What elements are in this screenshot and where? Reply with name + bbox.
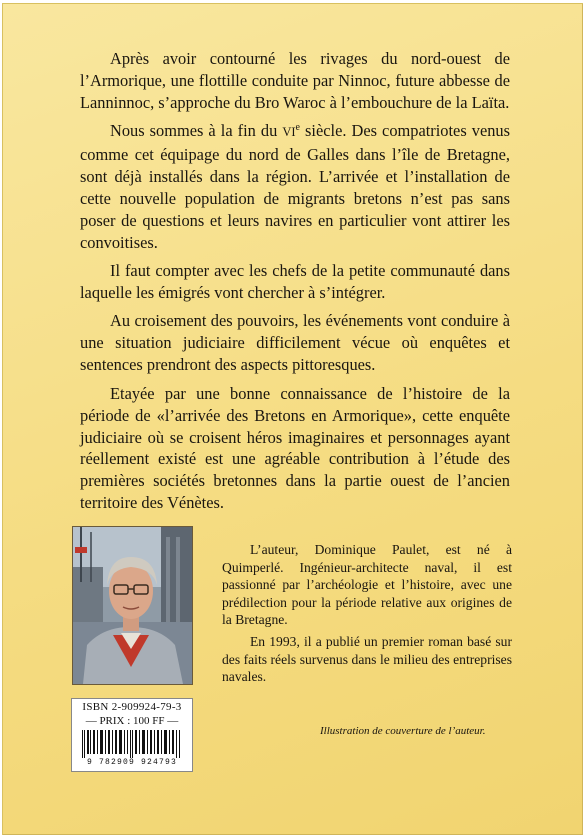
isbn-label [71, 698, 193, 772]
barcode-digits: 9 782909 924793 [86, 758, 177, 767]
blurb-paragraph-2-start: Nous sommes à la fin du [110, 121, 283, 141]
bio-paragraph-1: L’auteur, Dominique Paulet, est né à Quimperlé. Ingénieur-architecte naval, il est passionné par l’archéologie et l’histoire, avec une prédilection pour la période relative aux origines de la Bretagne. [222, 542, 512, 628]
illustration-credit: Illustration de couverture de l’auteur. [320, 725, 486, 737]
blurb-paragraph-3: Il faut compter avec les chefs de la petite communauté dans laquelle les émigrés vont chercher à s’intégrer. [80, 261, 510, 303]
isbn-number: ISBN 2-909924-79-3 [82, 701, 182, 713]
blurb-text [80, 48, 510, 521]
blurb-paragraph-4: Au croisement des pouvoirs, les événements vont conduire à une situation judiciaire difficilement vécue où enquêtes et sentences prendront des aspects pittoresques. [80, 311, 510, 375]
century-numeral: VI [282, 125, 296, 140]
century-superscript: e [295, 122, 300, 134]
blurb-paragraph-2-end: siècle. Des compatriotes venus comme cet équipage du nord de Galles dans l’île de Bretagne, sont déjà installés dans la région. L’arrivée et l’installation de cette nouvelle population de migrants bretons n’est pas sans poser de questions et leurs navires en particulier vont attirer les convoitises. [80, 121, 510, 252]
author-bio [222, 541, 512, 690]
blurb-paragraph-5: Etayée par une bonne connaissance de l’histoire de la période de «l’arrivée des Bretons en Armorique», cette enquête judiciaire où se croisent héros imaginaires et personnages ayant réellement existé est une agréable contribution à l’étude des premières sociétés bretonnes dans la partie ouest de l’ancien territoire des Vénètes. [80, 383, 510, 513]
price: — PRIX : 100 FF — [85, 715, 179, 727]
author-photo [72, 526, 193, 685]
blurb-paragraph-1: Après avoir contourné les rivages du nord-ouest de l’Armorique, une flottille conduite par Ninnoc, future abbesse de Lanninnoc, s’approche du Bro Waroc à l’embouchure de la Laïta. [80, 49, 510, 112]
barcode-image [80, 730, 184, 758]
bio-paragraph-2: En 1993, il a publié un premier roman basé sur des faits réels survenus dans le milieu des entreprises navales. [222, 633, 512, 685]
blurb-paragraph-2 [80, 120, 510, 253]
back-cover [2, 3, 583, 835]
